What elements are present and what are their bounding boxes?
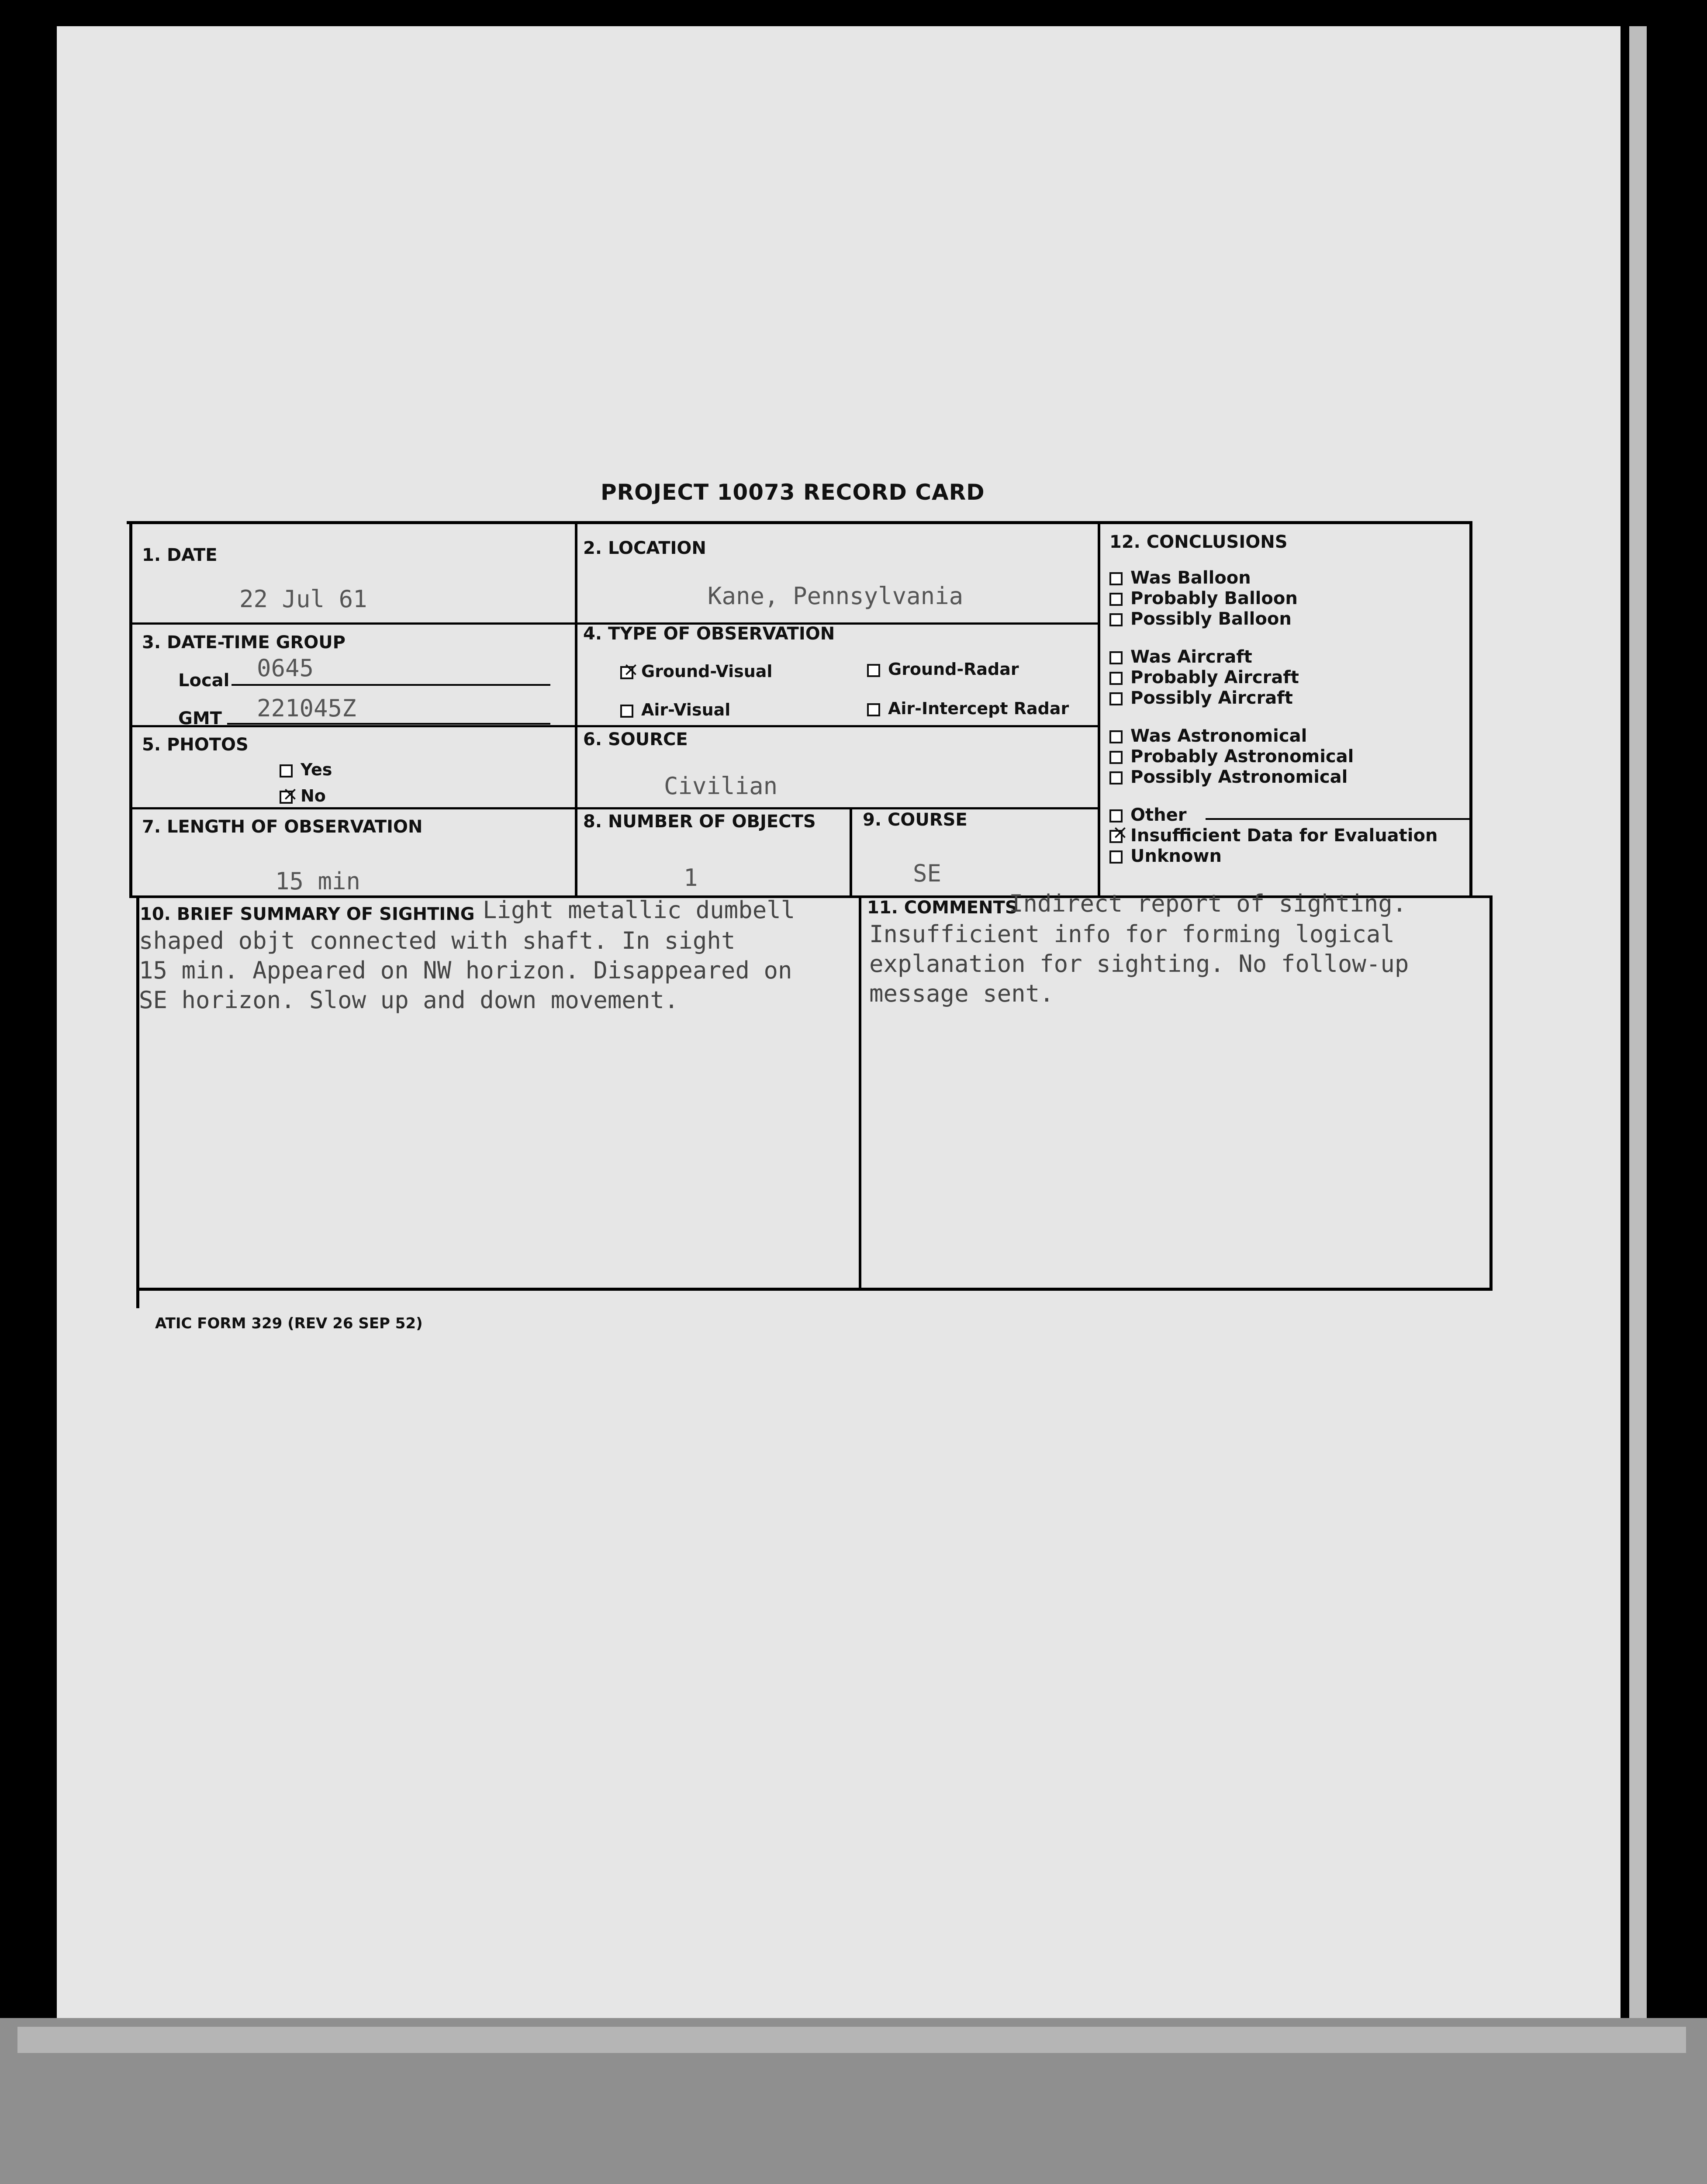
frame-right-upper: [1469, 521, 1472, 897]
conclusion-probably-balloon: [1109, 588, 1437, 609]
dtg-gmt-value: 221045Z: [257, 695, 356, 722]
conclusion-possibly-balloon: [1109, 609, 1437, 629]
conclusion-possibly-astronomical: [1109, 767, 1437, 788]
conclusion-label: Probably Aircraft: [1130, 667, 1299, 688]
conclusion-label: Was Balloon: [1130, 568, 1251, 588]
conclusion-label: Possibly Aircraft: [1130, 688, 1293, 708]
frame-left-upper: [129, 521, 132, 897]
conclusion-label: Probably Astronomical: [1130, 746, 1354, 767]
type-air-intercept: [867, 699, 1069, 718]
objects-value: 1: [684, 864, 698, 892]
source-label: 6. SOURCE: [583, 729, 688, 750]
comments-line-2: Insufficient info for forming logical: [869, 920, 1395, 948]
conclusion-possibly-aircraft: [1109, 688, 1437, 708]
conclusion-was-aircraft: [1109, 647, 1437, 667]
conclusion-label: Other: [1130, 805, 1187, 825]
conclusions-label: 12. CONCLUSIONS: [1109, 532, 1288, 552]
checkbox-icon: [1109, 850, 1123, 864]
checkbox-ground-radar: [867, 664, 880, 677]
checkbox-photos-yes: [280, 764, 293, 778]
air-intercept-label: Air-Intercept Radar: [888, 699, 1069, 718]
photos-no-label: No: [301, 786, 326, 805]
objects-label: 8. NUMBER OF OBJECTS: [583, 812, 816, 832]
checkbox-icon: [1109, 672, 1123, 685]
divider-col2: [1098, 524, 1100, 895]
frame-bottom: [136, 1288, 1493, 1291]
conclusion-label: Was Astronomical: [1130, 726, 1307, 746]
date-label: 1. DATE: [142, 545, 218, 565]
dtg-label: 3. DATE-TIME GROUP: [142, 632, 346, 653]
hline-row2: [129, 725, 1099, 727]
location-label: 2. LOCATION: [583, 538, 706, 558]
conclusion-label: Possibly Astronomical: [1130, 767, 1348, 787]
checkbox-icon: [1109, 809, 1123, 822]
conclusion-label: Possibly Balloon: [1130, 609, 1292, 629]
conclusion-label: Insufficient Data for Evaluation: [1130, 826, 1438, 846]
comments-line-1: Indirect report of sighting.: [1009, 890, 1407, 917]
divider-col1: [575, 524, 577, 898]
checkbox-icon: [1109, 613, 1123, 626]
type-obs-label: 4. TYPE OF OBSERVATION: [583, 624, 835, 644]
type-air-visual: [620, 700, 730, 719]
ground-radar-label: Ground-Radar: [888, 660, 1019, 679]
checkbox-icon: [1109, 771, 1123, 784]
divider-objects-course: [850, 807, 852, 897]
dtg-gmt-underline: [227, 723, 550, 725]
comments-line-4: message sent.: [869, 980, 1054, 1007]
checkbox-icon: [1109, 651, 1123, 664]
checkbox-checked-icon: [1109, 830, 1123, 843]
conclusion-was-balloon: [1109, 568, 1437, 588]
conclusion-insufficient-data: [1109, 826, 1437, 846]
page-edge-shadow: [1629, 26, 1647, 2018]
card-title: PROJECT 10073 RECORD CARD: [601, 480, 985, 505]
type-ground-visual: [620, 662, 772, 681]
conclusion-was-astronomical: [1109, 726, 1437, 746]
record-card-page: [57, 26, 1621, 2018]
frame-top: [127, 521, 1472, 524]
conclusion-label: Probably Balloon: [1130, 588, 1298, 608]
divider-summary-comments: [859, 897, 861, 1290]
summary-line-3: 15 min. Appeared on NW horizon. Disappeared on: [139, 957, 792, 984]
checkbox-icon: [1109, 751, 1123, 764]
conclusions-list: [1109, 568, 1437, 867]
hline-row3: [129, 807, 1099, 809]
conclusion-probably-aircraft: [1109, 667, 1437, 688]
conclusion-unknown: [1109, 846, 1437, 867]
course-label: 9. COURSE: [863, 810, 968, 830]
checkbox-icon: [1109, 730, 1123, 743]
summary-line-1: Light metallic dumbell: [483, 896, 795, 924]
conclusion-other: [1109, 805, 1437, 826]
checkbox-photos-no: [280, 791, 293, 804]
dtg-local-label: Local: [178, 670, 230, 691]
checkbox-icon: [1109, 692, 1123, 705]
course-value: SE: [913, 860, 942, 887]
photos-label: 5. PHOTOS: [142, 735, 249, 755]
ground-visual-label: Ground-Visual: [641, 662, 773, 681]
form-number: ATIC FORM 329 (REV 26 SEP 52): [155, 1315, 423, 1332]
photos-yes: [280, 760, 332, 779]
checkbox-icon: [1109, 593, 1123, 606]
type-ground-radar: [867, 660, 1019, 679]
air-visual-label: Air-Visual: [641, 700, 731, 719]
frame-right-lower: [1489, 895, 1493, 1291]
checkbox-icon: [1109, 572, 1123, 585]
dtg-local-value: 0645: [257, 654, 314, 682]
dtg-local-underline: [232, 684, 550, 686]
comments-label: 11. COMMENTS: [867, 898, 1018, 918]
summary-line-4: SE horizon. Slow up and down movement.: [139, 986, 679, 1014]
comments-line-3: explanation for sighting. No follow-up: [869, 950, 1409, 978]
checkbox-air-intercept: [867, 703, 880, 716]
photos-no: [280, 786, 326, 805]
conclusion-probably-astronomical: [1109, 746, 1437, 767]
conclusion-label: Was Aircraft: [1130, 647, 1252, 667]
summary-label: 10. BRIEF SUMMARY OF SIGHTING: [140, 904, 475, 924]
length-value: 15 min: [275, 867, 361, 895]
source-value: Civilian: [664, 772, 778, 800]
scan-band: [17, 2027, 1686, 2053]
checkbox-air-visual: [620, 705, 633, 718]
summary-line-2: shaped objt connected with shaft. In sight: [139, 927, 736, 954]
conclusion-label: Unknown: [1130, 846, 1222, 866]
checkbox-ground-visual: [620, 666, 633, 679]
location-value: Kane, Pennsylvania: [708, 582, 964, 610]
other-underline: [1206, 818, 1472, 820]
length-label: 7. LENGTH OF OBSERVATION: [142, 817, 423, 837]
dtg-gmt-label: GMT: [178, 708, 222, 729]
date-value: 22 Jul 61: [239, 585, 367, 613]
photos-yes-label: Yes: [301, 760, 332, 779]
